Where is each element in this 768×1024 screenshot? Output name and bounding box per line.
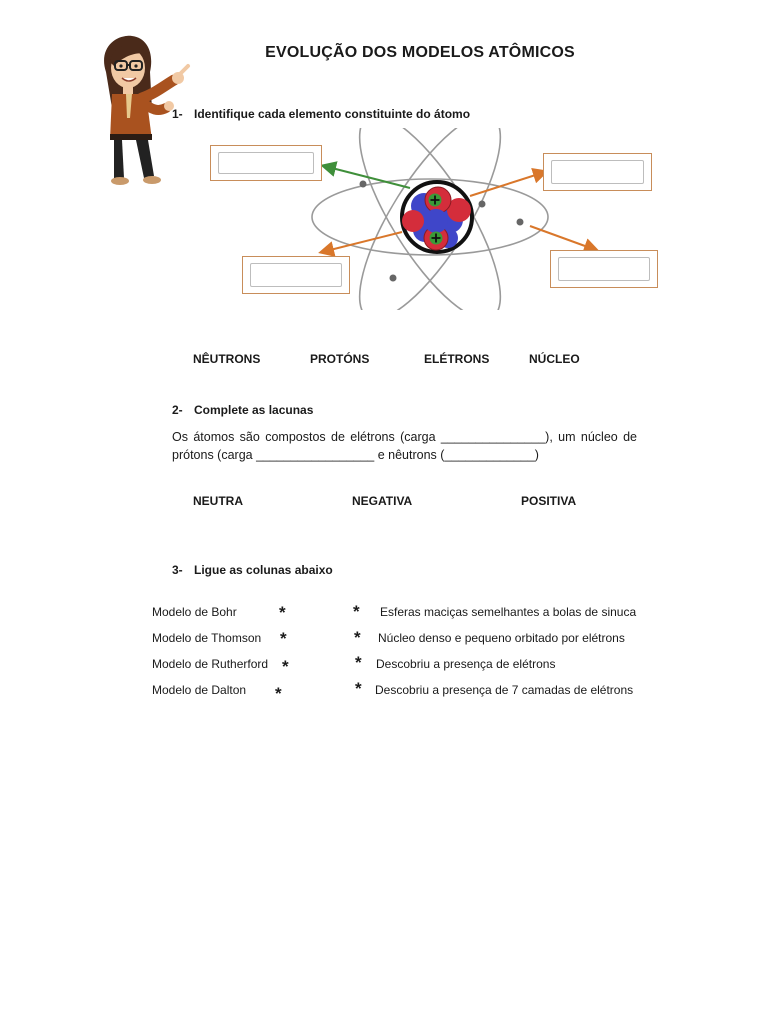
question-1-number: 1-	[172, 107, 183, 121]
word-bank-2-item: POSITIVA	[521, 494, 577, 508]
arrow-bottom-right	[530, 226, 596, 250]
arrow-top-right	[470, 172, 545, 196]
label-arrows	[0, 0, 768, 340]
fill-blanks-line-1: Os átomos são compostos de elétrons (carga _______________), um núcleo de	[172, 430, 637, 444]
answer-box-top-left[interactable]	[210, 145, 322, 181]
match-right-marker[interactable]: *	[354, 628, 361, 647]
match-left-item: Modelo de Bohr	[152, 605, 237, 619]
question-2-heading	[172, 403, 313, 417]
match-right-marker[interactable]: *	[355, 653, 362, 672]
match-right-item: Descobriu a presença de 7 camadas de elétrons	[375, 683, 634, 697]
match-left-marker[interactable]: *	[282, 657, 289, 676]
word-bank-2-item: NEUTRA	[193, 494, 243, 508]
answer-box-top-right[interactable]	[543, 153, 652, 191]
word-bank-2-item: NEGATIVA	[352, 494, 413, 508]
match-right-marker[interactable]: *	[355, 679, 362, 698]
match-right-item: Núcleo denso e pequeno orbitado por elétrons	[378, 631, 625, 645]
question-1-prompt: Identifique cada elemento constituinte do átomo	[194, 107, 471, 121]
answer-box-bottom-right[interactable]	[550, 250, 658, 288]
match-right-item: Descobriu a presença de elétrons	[376, 657, 556, 671]
question-2-prompt: Complete as lacunas	[194, 403, 314, 417]
match-left-marker[interactable]: *	[279, 603, 286, 622]
page-title: EVOLUÇÃO DOS MODELOS ATÔMICOS	[265, 44, 575, 61]
match-left-item: Modelo de Dalton	[152, 683, 247, 697]
arrow-nucleus	[324, 166, 410, 188]
word-bank-1-item: NÊUTRONS	[193, 352, 261, 366]
question-3-prompt: Ligue as colunas abaixo	[194, 563, 333, 577]
match-right-item: Esferas maciças semelhantes a bolas de sinuca	[380, 605, 637, 619]
question-2-number: 2-	[172, 403, 183, 417]
arrow-bottom-left	[322, 232, 402, 252]
match-left-item: Modelo de Thomson	[152, 631, 262, 645]
match-left-item: Modelo de Rutherford	[152, 657, 269, 671]
question-3-number: 3-	[172, 563, 183, 577]
question-3-heading	[172, 563, 333, 577]
fill-blanks-text	[172, 428, 637, 464]
fill-blanks-line-2: prótons (carga _________________ e nêutrons (_____________)	[172, 448, 539, 462]
answer-box-bottom-left[interactable]	[242, 256, 350, 294]
word-bank-1-item: PROTÓNS	[310, 352, 370, 366]
word-bank-1-item: NÚCLEO	[529, 352, 580, 366]
match-left-marker[interactable]: *	[275, 684, 282, 703]
match-left-marker[interactable]: *	[280, 629, 287, 648]
word-bank-1-item: ELÉTRONS	[424, 352, 490, 366]
match-right-marker[interactable]: *	[353, 602, 360, 621]
